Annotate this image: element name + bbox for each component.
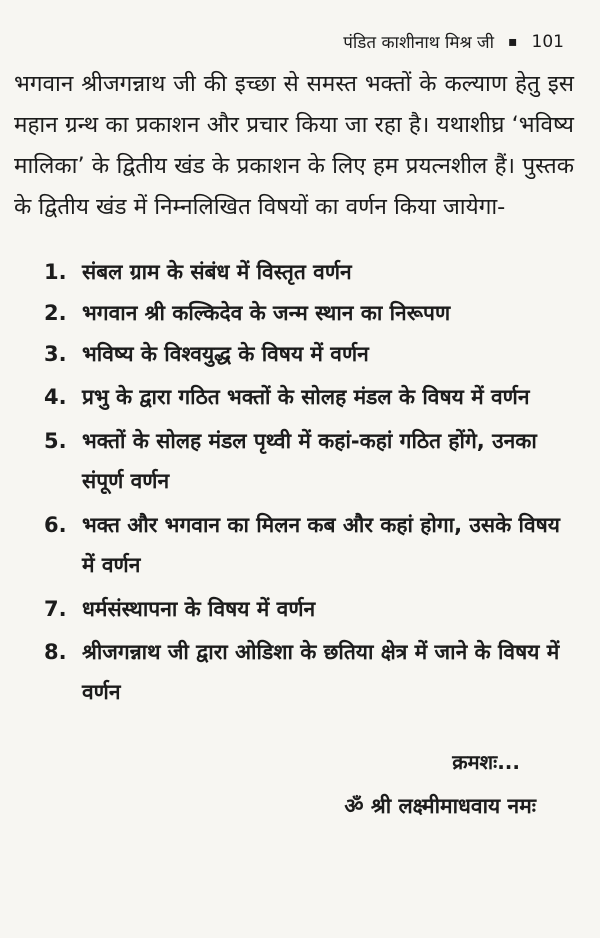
intro-paragraph: भगवान श्रीजगन्नाथ जी की इच्छा से समस्त भक्तों के कल्याण हेतु इस महान ग्रन्थ का प्रकाशन और प्रचार किया जा रहा है। यथाशीघ्र ‘भविष्य मालिका’ के द्वितीय खंड के प्रकाशन के लिए हम प्रयत्नशील हैं। पुस्तक के द्वितीय खंड में निम्नलिखित विषयों का वर्णन किया जायेगा- [14, 71, 574, 220]
list-item-text: भक्तों के सोलह मंडल पृथ्वी में कहां-कहां गठित होंगे, उनका संपूर्ण वर्णन [82, 429, 537, 493]
list-item [44, 334, 574, 374]
list-item-text: भक्त और भगवान का मिलन कब और कहां होगा, उसके विषय में वर्णन [82, 513, 560, 577]
list-item [44, 377, 574, 417]
list-item-text: भगवान श्री कल्किदेव के जन्म स्थान का निरूपण [82, 301, 451, 325]
list-item [44, 252, 574, 292]
list-item-text: धर्मसंस्थापना के विषय में वर्णन [82, 597, 316, 621]
list-item [44, 505, 574, 585]
header-separator: ▪ [508, 33, 518, 50]
list-item-text: प्रभु के द्वारा गठित भक्तों के सोलह मंडल के विषय में वर्णन [82, 385, 530, 409]
list-item [44, 421, 574, 501]
closing-mantra: ॐ श्री लक्ष्मीमाधवाय नमः [344, 794, 536, 818]
list-item-number: 4. [44, 385, 67, 409]
continued-marker: क्रमशः... [452, 750, 520, 774]
list-item-number: 7. [44, 597, 67, 621]
list-item [44, 632, 574, 712]
list-item [44, 293, 574, 333]
list-item-number: 5. [44, 429, 67, 453]
list-item-text: संबल ग्राम के संबंध में विस्तृत वर्णन [82, 260, 352, 284]
list-item-number: 2. [44, 301, 67, 325]
list-item-number: 3. [44, 342, 67, 366]
page-number: 101 [531, 31, 564, 52]
running-title: पंडित काशीनाथ मिश्र जी [343, 33, 495, 53]
list-item-text: श्रीजगन्नाथ जी द्वारा ओडिशा के छतिया क्षेत्र में जाने के विषय में वर्णन [82, 640, 560, 704]
running-header [343, 30, 564, 53]
topics-list [44, 252, 574, 712]
list-item-number: 8. [44, 640, 67, 664]
list-item-number: 1. [44, 260, 67, 284]
list-item [44, 589, 574, 629]
list-item-number: 6. [44, 513, 67, 537]
list-item-text: भविष्य के विश्वयुद्ध के विषय में वर्णन [82, 342, 369, 366]
